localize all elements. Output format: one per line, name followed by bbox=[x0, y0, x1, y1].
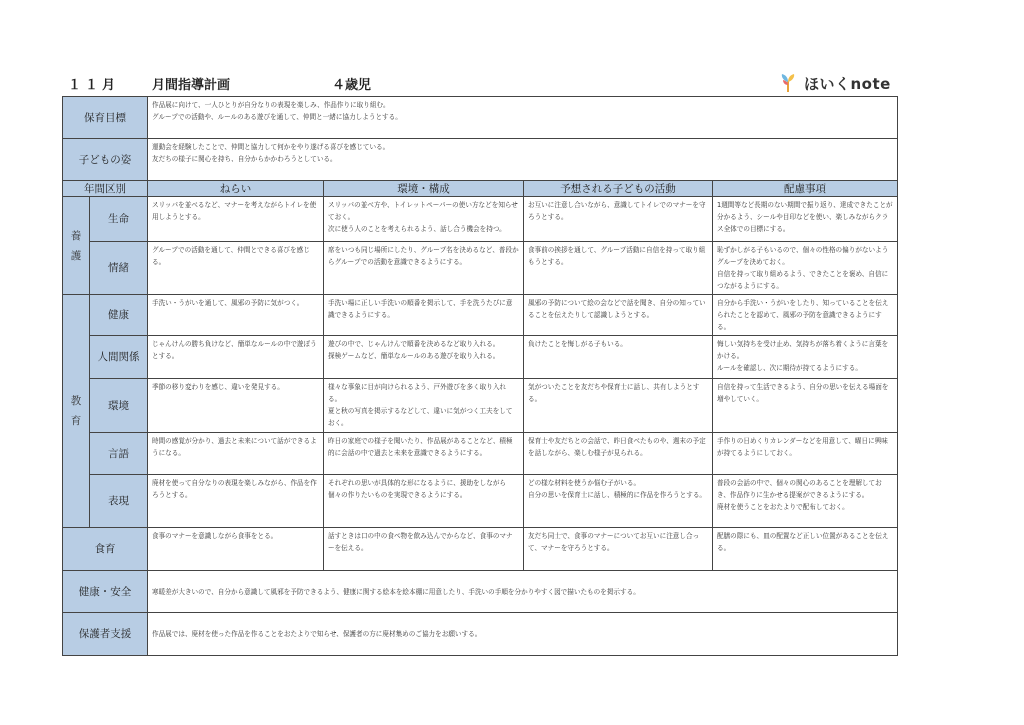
page-header bbox=[62, 72, 898, 94]
label-kenko-anzen: 健康・安全 bbox=[63, 571, 148, 613]
row-hogosha-shien bbox=[63, 613, 898, 656]
hyogen-kankyo: それぞれの思いが具体的な形になるように、援助をしながら個々の作りたいものを実現できるようにする。 bbox=[324, 475, 524, 528]
hoiku-mokuhyo-text: 作品展に向けて、一人ひとりが自分なりの表現を楽しみ、作品作りに取り組む。 グループでの活動や、ルールのある遊びを通して、仲間と一緒に協力しようとする。 bbox=[148, 97, 898, 139]
ningen-kankei-kankyo: 遊びの中で、じゃんけんで順番を決めるなど取り入れる。 探検ゲームなど、簡単なルールのある遊びを取り入れる。 bbox=[324, 336, 524, 379]
label-yogo: 養 護 bbox=[63, 197, 90, 295]
kenko-nerai: 手洗い・うがいを通して、風邪の予防に気がつく。 bbox=[148, 295, 324, 336]
shokuiku-kankyo: 話すときは口の中の食べ物を飲み込んでからなど、食事のマナーを伝える。 bbox=[324, 528, 524, 571]
hyogen-hairyo: 普段の会話の中で、個々の関心のあることを理解しておき、作品作りに生かせる提案ができるようにする。 廃材を使うことをおたよりで配布しておく。 bbox=[713, 475, 898, 528]
gengo-kankyo: 昨日の家庭での様子を聞いたり、作品展があることなど、積極的に会話の中で過去と未来を意識できるようにする。 bbox=[324, 433, 524, 475]
label-kyoiku: 教 育 bbox=[63, 295, 90, 528]
jocho-nerai: グループでの活動を通して、仲間とできる喜びを感じる。 bbox=[148, 242, 324, 295]
column-header-row bbox=[63, 181, 898, 197]
label-hogosha-shien: 保護者支援 bbox=[63, 613, 148, 656]
row-kodomo-sugata bbox=[63, 139, 898, 181]
label-shokuiku: 食育 bbox=[63, 528, 148, 571]
row-shokuiku bbox=[63, 528, 898, 571]
label-ningen-kankei: 人間関係 bbox=[90, 336, 148, 379]
leaf-icon bbox=[778, 73, 798, 93]
ningen-kankei-nerai: じゃんけんの勝ち負けなど、簡単なルールの中で遊ぼうとする。 bbox=[148, 336, 324, 379]
column-header-hairyo: 配慮事項 bbox=[713, 181, 898, 197]
seimei-hairyo: 1週間等など長期のない期間で振り返り、達成できたことが分かるよう、シールや目印などを使い、楽しみながらクラス全体での目標にする。 bbox=[713, 197, 898, 242]
row-kyoiku-kenko bbox=[63, 295, 898, 336]
ningen-kankei-hairyo: 悔しい気持ちを受け止め、気持ちが落ち着くように言葉をかける。 ルールを確認し、次に期待が持てるようにする。 bbox=[713, 336, 898, 379]
row-kyoiku-kankyo bbox=[63, 379, 898, 433]
hoikunote-logo bbox=[778, 72, 891, 94]
column-header-katsudo: 予想される子どもの活動 bbox=[524, 181, 713, 197]
kankyo-katsudo: 気がついたことを友だちや保育士に話し、共有しようとする。 bbox=[524, 379, 713, 433]
label-jocho: 情緒 bbox=[90, 242, 148, 295]
label-hoiku-mokuhyo: 保育目標 bbox=[63, 97, 148, 139]
logo-text: ほいくnote bbox=[804, 74, 891, 93]
shokuiku-hairyo: 配膳の際にも、皿の配置など正しい位置があることを伝える。 bbox=[713, 528, 898, 571]
jocho-hairyo: 恥ずかしがる子もいるので、個々の性格の偏りがないようグループを決めておく。 自信を持って取り組めるよう、できたことを褒め、自信につながるようにする。 bbox=[713, 242, 898, 295]
kenko-hairyo: 自分から手洗い・うがいをしたり、知っていることを伝えられたことを認めて、風邪の予防を意識できるようにする。 bbox=[713, 295, 898, 336]
kankyo-kankyo: 様々な事象に目が向けられるよう、戸外遊びを多く取り入れる。 夏と秋の写真を掲示するなどして、違いに気がつく工夫をしておく。 bbox=[324, 379, 524, 433]
row-yogo-seimei bbox=[63, 197, 898, 242]
column-header-kankyo: 環境・構成 bbox=[324, 181, 524, 197]
hyogen-nerai: 廃材を使って自分なりの表現を楽しみながら、作品を作ろうとする。 bbox=[148, 475, 324, 528]
shokuiku-katsudo: 友だち同士で、食事のマナーについてお互いに注意し合って、マナーを守ろうとする。 bbox=[524, 528, 713, 571]
kenko-anzen-text: 寒暖差が大きいので、自分から意識して風邪を予防できるよう、健康に関する絵本を絵本棚に用意したり、手洗いの手順を分かりやすく図で描いたものを掲示する。 bbox=[148, 571, 898, 613]
kodomo-sugata-text: 運動会を経験したことで、仲間と協力して何かをやり遂げる喜びを感じている。 友だちの様子に関心を持ち、自分からかかわろうとしている。 bbox=[148, 139, 898, 181]
plan-title: 月間指導計画 bbox=[152, 78, 231, 93]
kenko-katsudo: 風邪の予防について絵の会などで話を聞き、自分の知っていることを伝えたりして認識しようとする。 bbox=[524, 295, 713, 336]
label-gengo: 言語 bbox=[90, 433, 148, 475]
gengo-nerai: 時間の感覚が分かり、過去と未来について話ができるようになる。 bbox=[148, 433, 324, 475]
row-hoiku-mokuhyo bbox=[63, 97, 898, 139]
kankyo-hairyo: 自信を持って生活できるよう、自分の思いを伝える場面を増やしていく。 bbox=[713, 379, 898, 433]
label-kankyo: 環境 bbox=[90, 379, 148, 433]
age-label: ４歳児 bbox=[332, 78, 372, 93]
row-yogo-jocho bbox=[63, 242, 898, 295]
seimei-nerai: スリッパを並べるなど、マナーを考えながらトイレを使用しようとする。 bbox=[148, 197, 324, 242]
column-header-nerai: ねらい bbox=[148, 181, 324, 197]
seimei-kankyo: スリッパの並べ方や、トイレットペーパーの使い方などを知らせておく。 次に使う人のことを考えられるよう、話し合う機会を持つ。 bbox=[324, 197, 524, 242]
month-label: １１月 bbox=[68, 78, 120, 93]
kankyo-nerai: 季節の移り変わりを感じ、違いを発見する。 bbox=[148, 379, 324, 433]
gengo-katsudo: 保育士や友だちとの会話で、昨日食べたものや、週末の予定を話しながら、楽しむ様子が見られる。 bbox=[524, 433, 713, 475]
hogosha-shien-text: 作品展では、廃材を使った作品を作ることをおたよりで知らせ、保護者の方に廃材集めのご協力をお願いする。 bbox=[148, 613, 898, 656]
label-seimei: 生命 bbox=[90, 197, 148, 242]
label-hyogen: 表現 bbox=[90, 475, 148, 528]
row-kyoiku-hyogen bbox=[63, 475, 898, 528]
monthly-plan-table bbox=[62, 96, 898, 656]
gengo-hairyo: 手作りの日めくりカレンダーなどを用意して、曜日に興味が持てるようにしておく。 bbox=[713, 433, 898, 475]
row-kenko-anzen bbox=[63, 571, 898, 613]
row-kyoiku-gengo bbox=[63, 433, 898, 475]
seimei-katsudo: お互いに注意し合いながら、意識してトイレでのマナーを守ろうとする。 bbox=[524, 197, 713, 242]
hyogen-katsudo: どの様な材料を使うか悩む子がいる。 自分の思いを保育士に話し、積極的に作品を作ろうとする。 bbox=[524, 475, 713, 528]
shokuiku-nerai: 食事のマナーを意識しながら食事をとる。 bbox=[148, 528, 324, 571]
label-kodomo-sugata: 子どもの姿 bbox=[63, 139, 148, 181]
label-kenko: 健康 bbox=[90, 295, 148, 336]
kenko-kankyo: 手洗い場に正しい手洗いの順番を掲示して、手を洗うたびに意識できるようにする。 bbox=[324, 295, 524, 336]
row-kyoiku-ningen-kankei bbox=[63, 336, 898, 379]
jocho-kankyo: 席をいつも同じ場所にしたり、グループ名を決めるなど、普段からグループでの活動を意識できるようにする。 bbox=[324, 242, 524, 295]
jocho-katsudo: 食事前の挨拶を通して、グループ活動に自信を持って取り組もうとする。 bbox=[524, 242, 713, 295]
label-nenkan-kubun: 年間区別 bbox=[63, 181, 148, 197]
ningen-kankei-katsudo: 負けたことを悔しがる子もいる。 bbox=[524, 336, 713, 379]
